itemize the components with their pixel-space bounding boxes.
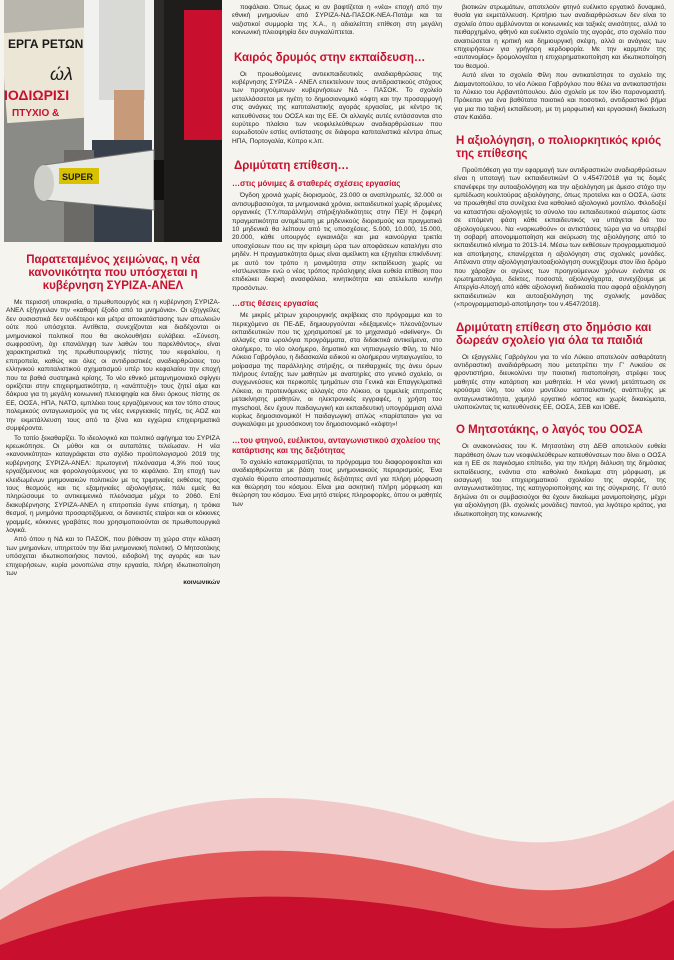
col3-intro-text: βιοτικών στρωμάτων, αποτελούν φτηνό ευέλικτο εργατικό δυναμικό, θυσία για εκμετάλλευση. Κριτήριο των αναδιαρθρώσεων δεν είναι το σχολείο όπου αμβλύνονται οι κοινωνικές και ταξικές ανισότητες, αλλά το πειθαρχημένο, φθηνό και ευέλικτο σχολείο της αγοράς, στο σχολείο που αναιτιώσεται η κριτική και δημιουργική σκέψη, αλλά οι ανάγκες των επιχειρήσεων για γρήγορη κερδοφορία. Με την καρμπόν της «αυτονομίας» δρομολογείται η επιχειρηματικοποίηση και ιδιωτικοποίηση του θεσμού. bbox=[454, 4, 666, 70]
banner-text-1: ΕΡΓΑ ΡΕΤΩΝ bbox=[8, 37, 84, 51]
col3-section3-text: Οι ανακοινώσεις του Κ. Μητσοτάκη στη ΔΕΘ αποτελούν ευθεία παράθεση όλων των νεοφιλελεύθερων κατευθύνσεων που δίνει ο ΟΟΣΑ και η ΕΕ σε παγκόσμιο επίπεδο, για την πλήρη διάλυση της δημόσιας εκπαίδευσης, ενάντια στο καθολικό δικαίωμα στη μόρφωση, με εισαγωγή του επιχειρηματικού σχολείου της αγοράς, της ανταγωνιστικότητας, της κατηγοριοποίησης και της σύγκρισης. Γι' αυτό δηλώνει ότι οι συμβασιούχοι θα έχουν δικαίωμα μονιμοποίησης, μέχρι για αξιολόγηση (βλ. σχολικές μονάδες) παντού, για λιγότερο κράτος, για ιδιωτικοποίηση της κοινωνικής bbox=[454, 443, 666, 518]
col2-intro bbox=[232, 4, 442, 38]
col3-section3-body bbox=[454, 443, 666, 519]
col2-section3-body bbox=[232, 312, 442, 430]
col1-paragraph-3: Από όπου η ΝΔ και το ΠΑΣΟΚ, που βύθισαν τη χώρα στην κόλαση των μνημονίων, υπηρετούν την ίδια μνημονιακή πολιτική. Ο Μητσοτάκης υπόσχεται ιδιωτικοποιήσεις παντού, ειδοβολή της αγοράς και των επιχειρήσεων, κυρία μονοπώλια στην εργασία, πλήρη ιδιωτικοποίηση των bbox=[6, 536, 220, 577]
col2-section1-text: Οι προωθούμενες αντιεκπαιδευτικές αναδιαρθρώσεις της κυβέρνησης ΣΥΡΙΖΑ - ΑΝΕΛ επεκτείνουν τους αντιδραστικούς στόχους των προηγούμενων κυβερνήσεων ΝΔ - ΠΑΣΟΚ. Το σχολείο μεταλλάσσεται με ηγέτη το δημοσιονομικό κόφτη και την προσαρμογή στις ανάγκες της καπιταλιστικής αγοράς εργασίας, με κέντρο τις κατευθύνσεις του ΟΟΣΑ και της ΕΕ. Οι αλλαγές αυτές εντάσσονται στο ευρύτερο πλαίσιο των νεοφιλελεύθερων αναδιαρθρώσεων που ευρωδοτούν εστίες αντίστασης σε διάφορα καπιταλιστικά κέντρα όπως ΗΠΑ, Πορτογαλία, Κύπρο κ.λπ. bbox=[232, 70, 442, 145]
col3-section2-body bbox=[454, 354, 666, 413]
col3-section1-text: Προϋπόθεση για την εφαρμογή των αντιδραστικών αναδιαρθρώσεων είναι η υποταγή των εκπαιδευτικών! Ο ν.4547/2018 για τις δομές επανέφερε την αυτοαξιολόγηση και την αξιολόγηση με άμεσο στόχο την εμπέδωση κουλτούρας αξιολόγησης, όπως προτείνει και ο ΟΟΣΑ, ώστε να προωθηθεί στα συνέχεια ένα καθολικό αξιολογικό μοντέλο. Φιλοδοξεί να καταστήσει αξιολογητές το σύνολο του εκπαιδευτικού σώματος ώστε σε επόμενη φάση κάθε εκπαιδευτικός να υπάγεται διά του αξιολογούμενου. Να «ναρκωθούν» οι αντιστάσεις τώρα για να υπερβεί τη σοβαρή απονομιμοποίηση και ακύρωση της αξιολόγησης από το εκπαιδευτικό κίνημα το 2013-14. Μέσω των εκθέσεων προγραμματισμού και αποτίμησης, επανέρχεται η αξιολόγηση στις σχολικές μονάδες. Απέναντι στην αξιολόγηση/αυτοαξιολόγηση συνεχίζουμε στον ίδιο δρόμο που χάραξαν οι αγώνες των προηγούμενων χρόνων ενάντια σε ερωτηματολόγια, δείκτες, ποσοστά, αξιολογόχαρτα, συνεχίζουμε με Απεργία-Αποχή από κάθε αξιολογική διαδικασία που αφορά αξιολόγηση εκπαιδευτικών και αυτοαξιολόγηση της σχολικής μονάδας («προγραμματισμό-αποτίμηση» του ν.4547/2018). bbox=[454, 166, 666, 309]
col2-section3-subtitle: …στις θέσεις εργασίας bbox=[232, 299, 319, 309]
col2-intro-text: ποφάλαιο. Όπως όμως κι αν βαφτίζεται η «νέα» εποχή από την εθνική μνημονίων από ΣΥΡΙΖΑ-ΝΔ-ΠΑΣΟΚ-ΝΕΑ-Ποτάμι και τα ναζιστικοί συμμορία της Χ.Α., η αδιαλείπτη επίθεση στη μεγάλη κοινωνική πλειοψηφία δεν συγκαλύπτεται. bbox=[232, 4, 442, 37]
protest-photo bbox=[4, 0, 222, 242]
col1-tail-word: κοινωνικών bbox=[183, 579, 220, 587]
col2-section2-subtitle: …στις μόνιμες & σταθερές σχέσεις εργασίας bbox=[232, 179, 401, 189]
col3-section3-title: Ο Μητσοτάκης, ο λαγός του ΟΟΣΑ bbox=[456, 424, 643, 437]
col3-section2-text: Οι εξαγγελίες Γαβρόγλου για το νέο Λύκειο αποτελούν ασθαρότατη αντιδραστική αναδιάρθρωση που μετατρέπει την Γ' Λυκείου σε φροντιστήριο, διευκολύνει την ποιοτική πιστοποίηση, στρέφει τους μαθητές στην κατάρτιση και μαθητεία. Η νέα γενική μετάπτωση σε κρούσμα ύλη, του νέου μοντέλου καπιταλιστικής ανάπτυξης με ανταγωνιστικότητα, χαμηλό εργατικό κόστος και χωρίς δικαιώματα, υλοποιώντας τις κατευθύνσεις ΕΕ, ΟΟΣΑ, ΣΕΒ και ΙΟΒΕ. bbox=[454, 353, 666, 412]
col3-section1-title: Η αξιολόγηση, ο πολιορκητικός κριός της επίθεσης bbox=[456, 134, 662, 160]
megaphone-brand: SUPER bbox=[62, 172, 94, 182]
banner-text-2: ώλ bbox=[50, 64, 73, 84]
col2-section1-body bbox=[232, 71, 442, 147]
col2-section4-text: Το σχολείο κατακερματίζεται, το πρόγραμμα του διαφοροφοιείται και αναδιαρθρώνεται με βάση τους μνημονιακούς περιορισμούς. Ένα σχολείο θύρατο αποσπασματικές δεξιότητες αντί για πλήρη μόρφωση και θεώρηση του κόσμου. Είναι μια ασκητική πλήρη μόρφωση και θεώρηση του κόσμου. Ένα μητό στείρες πληροφορίες, όπου οι μαθητές των bbox=[232, 458, 442, 508]
col3-section2-title: Δριμύτατη επίθεση στο δημόσιο και δωρεάν σχολείο για όλα τα παιδιά bbox=[456, 321, 652, 347]
column-right bbox=[452, 0, 668, 960]
col2-section4-body bbox=[232, 459, 442, 509]
col2-section2-text: Όγδοη χρονιά χωρίς διορισμούς, 23.000 οι αναπληρωτές, 32.000 οι αντισυμβασιούχοι, τα μνημονιακά χρόνια, εκπαιδευτικοί χωρίς ιδρυμένες οργανικές (Τ.Υ./παράλληλη στήριξη/ειδικότητες στην ΠΕ)! Η ζοφερή πραγματικότητα αντιμέτωπη με μηδενικούς διορισμούς και πραγματικά 10 μηδενικά θα λείπουν από τις υποσχέσεις. 5.000, 10.000, 15.000, 20.000, κάθε υπουργός εγκαινιάζει και μια καινούργια τριετία υποσχέσεων που εις την κρίσιμη ώρα των αποφάσεων καταλήγει στο μηδέν. Η πραγματικότητα όμως είναι αμείλικτη και εξηγείται επικίνδυνη: με αυτό τον τρόπο η μονιμότητα στην εκπαίδευση χωρίς να «Ιστλωνεται» ενώ ο νέος τρόπος πρόσληψης είναι ευθεία επίθεση που επιδιώκει διαρκή ανασφάλεια, κινητικότητα και ατελείωτο κυνήγι προσόντων. bbox=[232, 192, 442, 292]
col2-section2-body bbox=[232, 192, 442, 293]
col1-paragraph-2: Το τοπίο ξεκαθαρίζει. Το ιδεολογικό και πολιτικό αφήγημα του ΣΥΡΙΖΑ κρεωκόπησε. Οι μύθοι και οι αυταπάτες τελείωσαν. Η νέα «κανονικότητα» καταγράφεται στο σχέδιο προϋπολογισμού 2019 της κυβέρνησης ΣΥΡΙΖΑ-ΑΝΕΛ: πρωτογενή πλεόνασμα 4,3% πού τους εργαζόμενους και φορολογούμενους για το κεφάλαιο. Στη εποχή των κλειδωμένων μνημονιακών πολιτικών με τις τριμηνιαίες εκθέσεις προς τους θεσμούς και τις εξαμηνιαίες αξιολογήσεις, πάλι εμείς θα πληρώσουμε το αντικειμενικό πλεόνασμα μέχρι το 2060. Επί διακυβέρνησης ΣΥΡΙΖΑ-ΑΝΕΛ η επιτροπεία έγινε επίσημη, η τρόικα θεσμοί, η μνημόνια προσαρτιζόμενα, οι δανειστές εταίροι και οι κόκκινες γραμμές, κόκκινες γραβάτες που χρησιμοποιούνται σε πρωθυπουργικά λογικά. bbox=[6, 434, 220, 534]
protest-photo-illustration bbox=[4, 0, 222, 242]
col2-section1-title: Καιρός δρυμός στην εκπαίδευση… bbox=[234, 51, 426, 64]
col2-section3-text: Με μικρές μέτρων χειρουργικής ακρίβειας στο πρόγραμμα και το περιεχόμενο σε ΠΕ-ΔΕ, δημιουργούνται «δεξαμενές» πλεονάζοντων εκπαιδευτικών που τις χρησιμοποιεί με το μηχανισμό «delivery». Οι αλλαγές στα ωρολόγια προγράμματα, στα διδακτικά αντικείμενα, στο ολοήμερο, το νέο ολοήμερο, δημοτικό και νηπιαγωγείο Φίλη, το Νέο Λύκειο Γαβρόγλου, η διδασκαλία ειδικού κι ολοήμερου νηπιαγωγείου, το μοίρασμα της παράλληλης στήριξης, οι πειθαρχικές της άνευ όρων πλήρους ένταξης των μαθητών με αναπηρίες στο γενικό σχολείο, οι συγχωνεύσεις και περικοπές τμημάτων στα Γενικά και Επαγγελματικά Λύκεια, οι προτεινόμενες αλλαγές στο Λύκειο, οι τριμελείς επιτροπές μετακίνησης μαθητών, οι ηλεκτρονικές εγγραφές, η χρήση του myschool, δεν έχουν παιδαγωγική και εκπαιδευτική υπογράμμιση αλλά κυρίως δημοσιονομικό! Η παιδαγωγική απλώς «παρίσταται» για να συγκαλύψει με χρυσόσκονη τον δημοσιονομικό «κόφτη»! bbox=[232, 312, 442, 429]
col1-paragraph-1: Με περισσή υποκρισία, ο πρωθυπουργός και η κυβέρνηση ΣΥΡΙΖΑ-ΑΝΕΛ εξήγγειλαν την «καθαρή έξοδο από τα μνημόνια». Οι εξηγγείλες δεν ουσιαστικά δεν ουδέτεροι και μέτρα αποκατάστασης των απωλειών ούτε πού υπόσχεται. Αντίθετα, συνεχίζονται και διαδέχονται οι μνημονιακοί πολιτικοί που θα ακολουθήσει ευλάβεια. «Σύνεση, σωφροσύνη, όχι επανάληψη των λαθών του παρελθόντος», είναι χαρακτηριστικά της πρωθυπουργικής πίστης του κεφαλαίου, η επιτροπεία, καθώς και όλες οι αντιδραστικές αναδιαρθρώσεις του ελληνικού καπιταλιστικού σχηματισμού υπέρ του κεφαλαίου την εποχή που τα βαθιά συστημικά κρίσης. Το νέο εθνικό μεταμνημονιακό σφίγγει ορκίζεται στην επιχειρηματικότητα, η «ανάπτυξη» τους ζητεί αίμα και δάκρυα για τη μεγάλη κοινωνική πλειοψηφία και δίνει όρκους πίστης σε ΕΕ, ΟΟΣΑ, ΗΠΑ, ΝΑΤΟ, εμπλέκει τους εργαζόμενους και τον τόπο στους πολεμικούς ανταγωνισμούς για τις νέες ενεργειακές πηγές, τις ΑΟΖ και την εκμετάλλευση τους από τα ξένα και εγχώρια επιχειρηματικά συμφέροντα. bbox=[6, 299, 220, 433]
col1-body bbox=[6, 299, 220, 578]
col3-section1-body bbox=[454, 167, 666, 310]
col3-intro2-text: Αυτό είναι το σχολείο Φίλη που αντικατέστησε το σχολείο της Διαμαντοπούλου, το νέο Λύκειο Γαβρόγλου που θέλει να αντικαταστήσει το Λύκειο του Αρβανιτόπουλου. Δύο σχολείο με τον ίδιο παρονομαστή. Πρόκειται για ένα βαθύτατα ποιοτικό και ποσοτικό, αντιδραστικό βήμα για μια πιο ταξική εκπαίδευση, με τη μορφωτική και εργασιακή δικαίωση στον Καιάδα. bbox=[454, 72, 666, 122]
col2-section2-title: Δριμύτατη επίθεση… bbox=[234, 160, 350, 173]
banner-text-4: ΠΤΥΧΙΟ & bbox=[12, 108, 60, 119]
column-left bbox=[4, 0, 222, 960]
col1-headline: Παρατεταμένος χειμώνας, η νέα κανονικότητα που υπόσχεται η κυβέρνηση ΣΥΡΙΖΑ-ΑΝΕΛ bbox=[26, 254, 200, 292]
col3-intro bbox=[454, 4, 666, 123]
banner-text-3: ΙΟΔΙΩΡΙΣΙ bbox=[4, 87, 70, 103]
column-middle bbox=[230, 0, 444, 960]
col2-section4-subtitle: …του φτηνού, ευέλικτου, ανταγωνιστικού σχολείου της κατάρτισης και της δεξιότητας bbox=[232, 435, 441, 455]
